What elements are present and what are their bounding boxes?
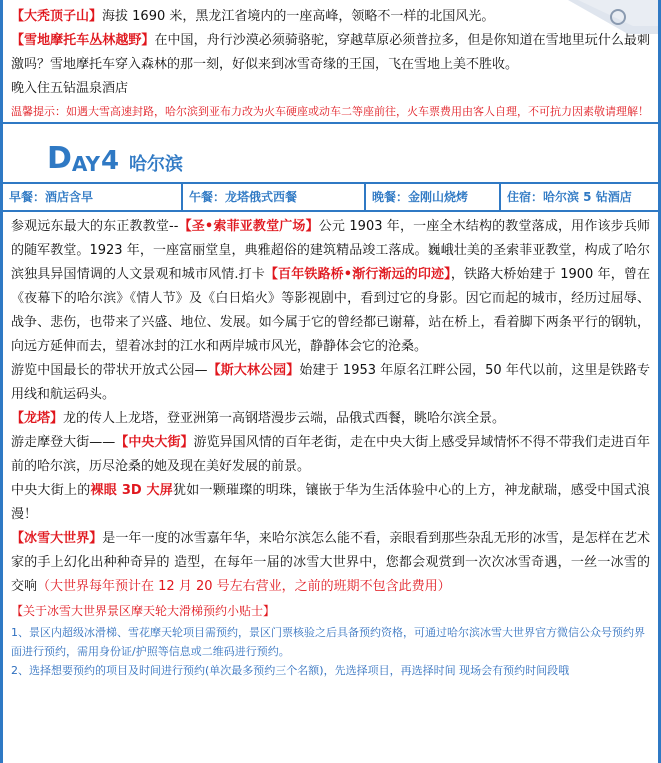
day3-paragraph-snowmobile: 【雪地摩托车丛林越野】在中国，舟行沙漠必须骑骆驼，穿越草原必须普拉多，但是你知道在雪地里玩什么最刺激吗？雪地摩托车穿入森林的那一刻，好似来到冰雪奇缘的王国，飞在雪地上美不胜收。	[11, 33, 650, 72]
corner-decoration	[568, 0, 658, 34]
day3-hotel: 晚入住五钻温泉酒店	[11, 81, 129, 96]
day4-paragraph-dragon-tower: 【龙塔】龙的传人上龙塔，登亚洲第一高钢塔漫步云端，品俄式西餐，眺哈尔滨全景。	[11, 411, 506, 426]
day4-paragraph-central-street: 游走摩登大街——【中央大街】游览异国风情的百年老街，走在中央大街上感受异域情怀不得不带我们走进百年前的哈尔滨，历尽沧桑的她及现在美好发展的前景。	[11, 435, 650, 474]
meal-stay: 住宿：哈尔滨 5 钻酒店	[507, 190, 632, 204]
day4-note-1: 1、景区内超级冰滑梯、雪花摩天轮项目需预约，景区门票核验之后具备预约资格，可通过哈尔滨冰雪大世界官方微信公众号预约界面进行预约，需用身份证/护照等信息或二维码进行预约。	[11, 626, 645, 658]
day4-note-2: 2、选择想要预约的项目及时间进行预约(单次最多预约三个名额)，先选择项目，再选择时间 现场会有预约时间段哦	[11, 664, 570, 677]
day4-paragraph-stalin-park: 游览中国最长的带状开放式公园—【斯大林公园】始建于 1953 年原名江畔公园，50 年代以前，这里是铁路专用线和航运码头。	[11, 363, 650, 402]
day4-paragraph-sophia: 参观远东最大的东正教教堂--【圣•索菲亚教堂广场】公元 1903 年，一座全木结构的教堂落成，用作该步兵师的随军教堂。1923 年，一座富丽堂皇，典雅超俗的建筑精品竣工落成。巍峨壮美的圣索菲亚教堂，构成了哈尔滨独具异国情调的人文景观和城市风情.打卡【百年铁路桥•渐行渐远的印迹】，铁路大桥始建于 1900 年，曾在《夜幕下的哈尔滨》《情人节》及《白日焰火》等影视剧中，看到过它的身影。因它而起的城市，经历过屈辱、战争、悲伤，也带来了兴盛、地位、发展。如今属于它的曾经都已谢幕，站在桥上，看着脚下两条平行的钢轨，向远方延伸而去，望着冰封的江水和两岸城市风光，静静体会它的沧桑。	[11, 219, 650, 354]
meal-lunch: 午餐：龙塔俄式西餐	[183, 184, 366, 210]
day4-meals-bar	[3, 182, 658, 212]
day4-heading: D AY 4 哈尔滨	[3, 122, 658, 182]
day4-paragraph-ice-world: 【冰雪大世界】是一年一度的冰雪嘉年华，来哈尔滨怎么能不看，亲眼看到那些杂乱无形的冰雪，是怎样在艺术家的手上幻化出种种奇异的 造型，在每年一届的冰雪大世界中，您都会观赏到一次次冰雪奇遇，一丝一冰雪的交响（大世界每年预计在 12 月 20 号左右营业，之前的班期不包含此费用）	[11, 531, 650, 594]
day3-paragraph-mountain: 【大秃顶子山】海拔 1690 米，黑龙江省境内的一座高峰，领略不一样的北国风光。	[11, 9, 495, 24]
day4-notice-title: 【关于冰雪大世界景区摩天轮大滑梯预约小贴士】	[11, 604, 276, 618]
day3-warm-tip: 温馨提示：如遇大雪高速封路，哈尔滨到亚布力改为火车硬座或动车二等座前往，火车票费用由客人自理，不可抗力因素敬请理解！	[11, 105, 649, 118]
meal-breakfast: 早餐：酒店含早	[3, 184, 183, 210]
day4-paragraph-3d-screen: 中央大街上的裸眼 3D 大屏犹如一颗璀璨的明珠，镶嵌于华为生活体验中心的上方，神龙献瑞，感受中国式浪漫！	[11, 483, 650, 522]
meal-dinner: 晚餐：金刚山烧烤	[366, 184, 501, 210]
